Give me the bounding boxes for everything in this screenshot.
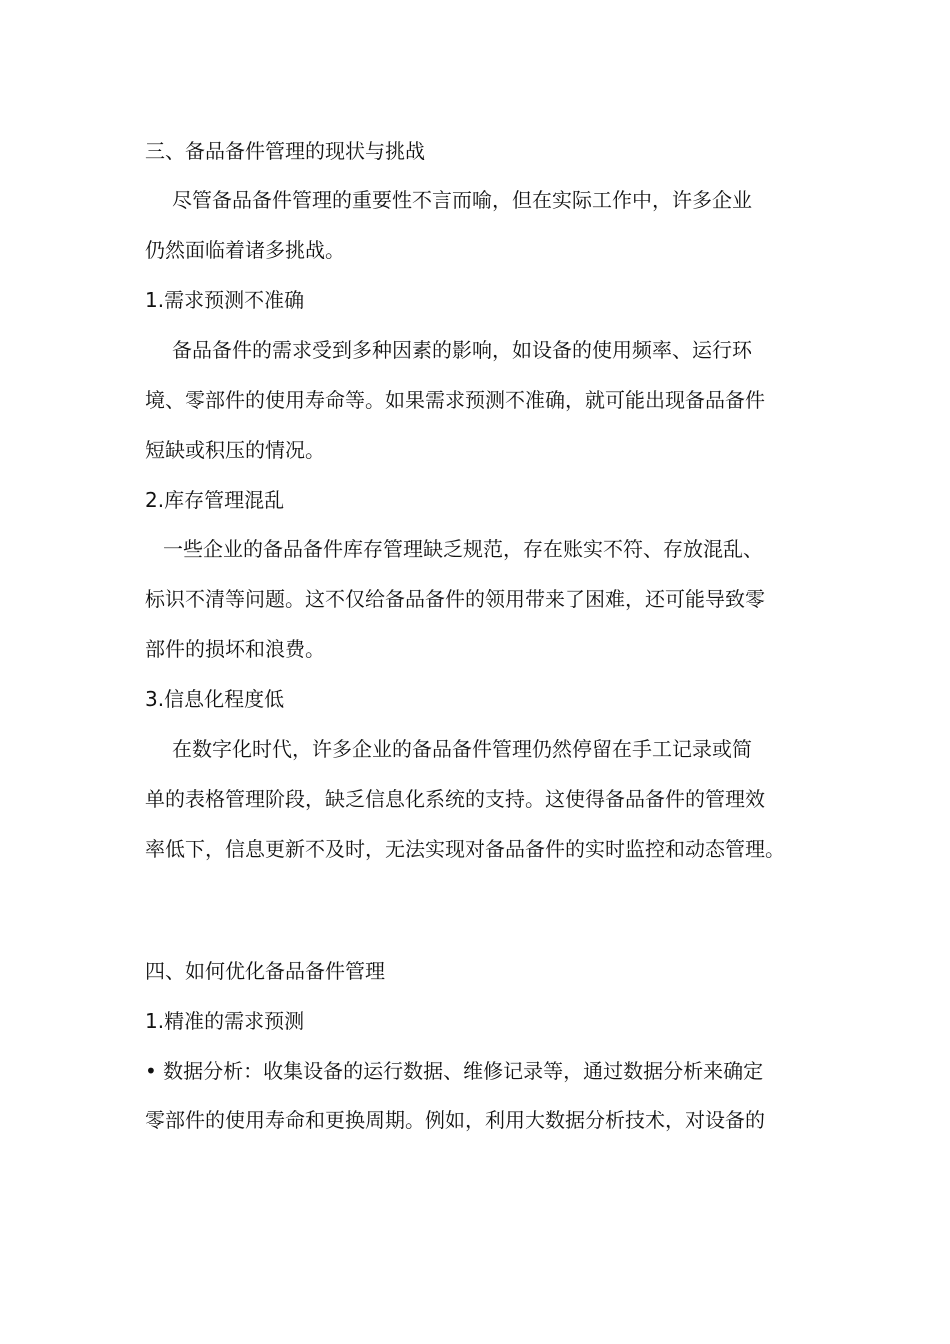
- paragraph-line: 境、零部件的使用寿命等。如果需求预测不准确，就可能出现备品备件: [145, 388, 765, 412]
- subheading-2: 2.库存管理混乱: [145, 488, 285, 512]
- paragraph-line: 短缺或积压的情况。: [145, 438, 325, 462]
- paragraph-line: 仍然面临着诸多挑战。: [145, 238, 345, 262]
- paragraph-line: 部件的损坏和浪费。: [145, 637, 325, 661]
- section-heading-4: 四、如何优化备品备件管理: [145, 959, 385, 983]
- section-heading-3: 三、备品备件管理的现状与挑战: [145, 139, 425, 163]
- bullet-line: • 数据分析：收集设备的运行数据、维修记录等，通过数据分析来确定: [145, 1059, 764, 1083]
- subheading-1: 1.精准的需求预测: [145, 1009, 305, 1033]
- paragraph-line: 单的表格管理阶段，缺乏信息化系统的支持。这使得备品备件的管理效: [145, 787, 765, 811]
- paragraph-line: 标识不清等问题。这不仅给备品备件的领用带来了困难，还可能导致零: [145, 587, 765, 611]
- paragraph-line: 备品备件的需求受到多种因素的影响，如设备的使用频率、运行环: [172, 338, 752, 362]
- paragraph-line: 尽管备品备件管理的重要性不言而喻，但在实际工作中，许多企业: [172, 188, 752, 212]
- paragraph-line: 在数字化时代，许多企业的备品备件管理仍然停留在手工记录或简: [172, 737, 752, 761]
- paragraph-line: 率低下，信息更新不及时，无法实现对备品备件的实时监控和动态管理。: [145, 837, 785, 861]
- subheading-3: 3.信息化程度低: [145, 687, 285, 711]
- subheading-1: 1.需求预测不准确: [145, 288, 305, 312]
- paragraph-line: 零部件的使用寿命和更换周期。例如，利用大数据分析技术，对设备的: [145, 1108, 765, 1132]
- paragraph-line: 一些企业的备品备件库存管理缺乏规范，存在账实不符、存放混乱、: [163, 537, 763, 561]
